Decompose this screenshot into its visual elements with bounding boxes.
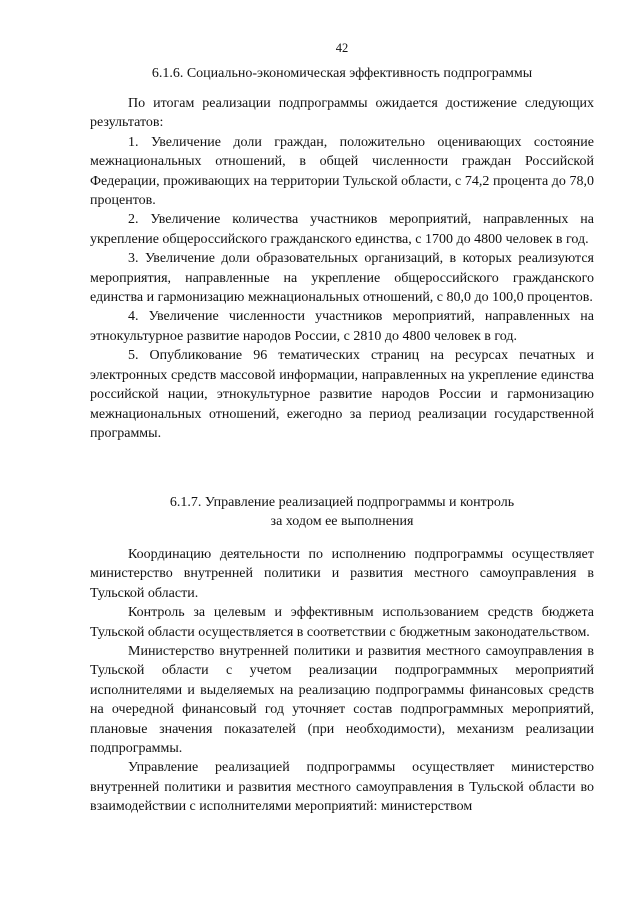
paragraph-management: Управление реализацией подпрограммы осуществляет министерство внутренней политики и развития местного самоуправления в Тульской области во взаимодействии с исполнителями мероприятий: министерством bbox=[90, 760, 594, 815]
paragraph-result-5: 5. Опубликование 96 тематических страниц на ресурсах печатных и электронных средств массовой информации, направленных на укрепление единства российской нации, этнокультурное развитие народов России и гармонизацию межнациональных отношений, ежегодно за период реализации государственной программы. bbox=[90, 348, 594, 441]
page-number: 42 bbox=[335, 41, 349, 55]
section-6-1-6-body bbox=[90, 94, 594, 443]
section-6-1-7-body bbox=[90, 545, 594, 817]
paragraph-intro: По итогам реализации подпрограммы ожидается достижение следующих результатов: bbox=[90, 96, 594, 131]
paragraph-coordination: Координацию деятельности по исполнению подпрограммы осуществляет министерство внутренней политики и развития местного самоуправления в Тульской области. bbox=[90, 547, 594, 601]
section-heading-line-2: за ходом ее выполнения bbox=[270, 514, 414, 529]
section-heading-line-1: 6.1.7. Управление реализацией подпрограммы и контроль bbox=[169, 495, 515, 510]
paragraph-result-3: 3. Увеличение доли образовательных организаций, в которых реализуются мероприятия, направленные на укрепление общероссийского гражданского единства и гармонизацию межнациональных отношений, с 80,0 до 100,0 процентов. bbox=[90, 251, 594, 306]
section-heading-6-1-7 bbox=[90, 493, 594, 531]
paragraph-ministry: Министерство внутренней политики и развития местного самоуправления в Тульской области с учетом реализации подпрограммных мероприятий исполнителями и выделяемых на реализацию подпрограммы финансовых средств на очередной финансовый год уточняет состав подпрограммных мероприятий, плановые значения показателей (при необходимости), механизм реализации подпрограммы. bbox=[90, 644, 594, 757]
paragraph-control: Контроль за целевым и эффективным использованием средств бюджета Тульской области осуществляется в соответствии с бюджетным законодательством. bbox=[90, 605, 594, 640]
paragraph-result-2: 2. Увеличение количества участников мероприятий, направленных на укрепление общероссийского гражданского единства, с 1700 до 4800 человек в год. bbox=[90, 212, 594, 247]
section-heading-6-1-6: 6.1.6. Социально-экономическая эффективность подпрограммы bbox=[151, 66, 533, 81]
paragraph-result-4: 4. Увеличение численности участников мероприятий, направленных на этнокультурное развитие народов России, с 2810 до 4800 человек в год. bbox=[90, 309, 594, 344]
paragraph-result-1: 1. Увеличение доли граждан, положительно оценивающих состояние межнациональных отношений, в общей численности граждан Российской Федерации, проживающих на территории Тульской области, с 74,2 процента до 78,0 процентов. bbox=[90, 134, 594, 209]
